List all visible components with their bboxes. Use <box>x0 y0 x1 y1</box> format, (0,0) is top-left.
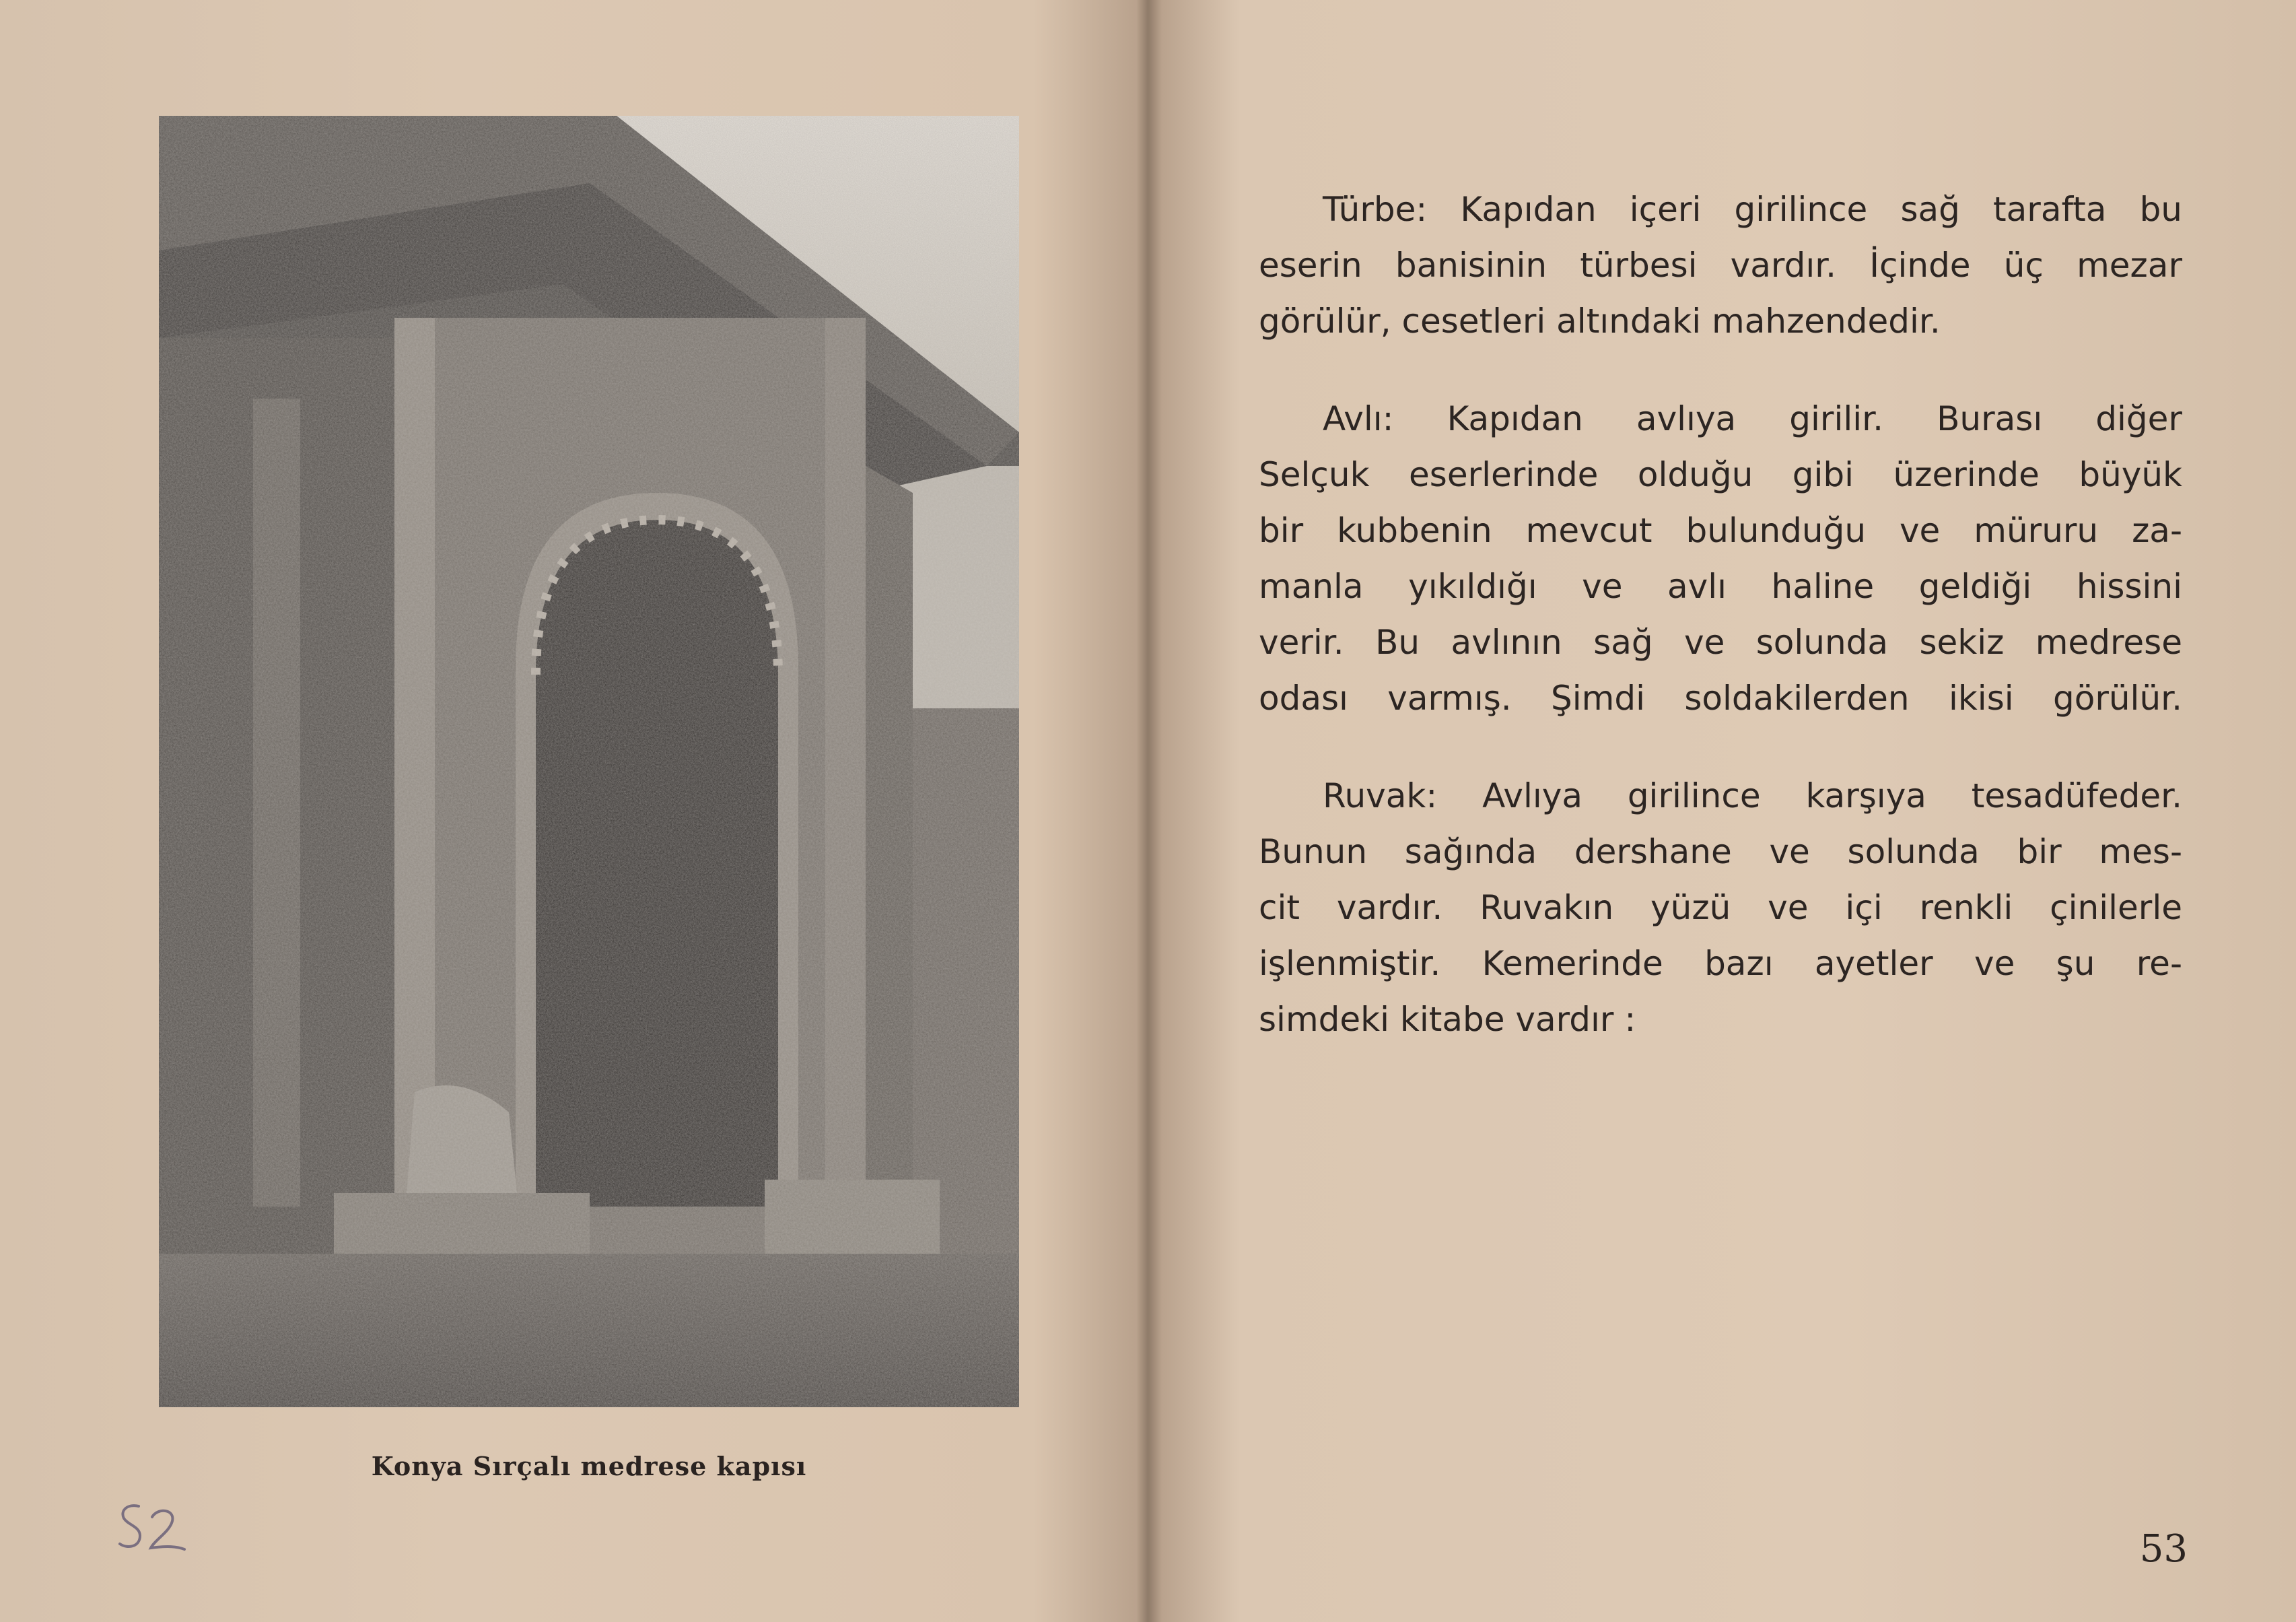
text-line: Ruvak: Avlıya girilince karşıya tesadüfeder. <box>1323 776 2182 815</box>
page-number: 53 <box>2139 1527 2188 1571</box>
handwritten-page-number <box>113 1491 201 1565</box>
paragraph-ruvak <box>1259 768 2182 1048</box>
portal-image <box>159 116 1019 1407</box>
text-line: işlenmiştir. Kemerinde bazı ayetler ve şu re- <box>1259 944 2182 983</box>
text-line: görülür, cesetleri altındaki mahzendedir. <box>1259 302 1941 341</box>
photo-caption: Konya Sırçalı medrese kapısı <box>371 1451 807 1481</box>
text-line: odası varmış. Şimdi soldakilerden ikisi görülür. <box>1259 679 2182 718</box>
portal-photograph <box>159 116 1019 1407</box>
text-line: bir kubbenin mevcut bulunduğu ve müruru za- <box>1259 511 2182 550</box>
text-line: Selçuk eserlerinde olduğu gibi üzerinde büyük <box>1259 455 2182 494</box>
text-line: cit vardır. Ruvakın yüzü ve içi renkli çinilerle <box>1259 888 2182 927</box>
paragraph-turbe <box>1259 182 2182 349</box>
text-line: manla yıkıldığı ve avlı haline geldiği hissini <box>1259 567 2182 606</box>
text-line: Türbe: Kapıdan içeri girilince sağ tarafta bu <box>1323 190 2182 229</box>
text-line: verir. Bu avlının sağ ve solunda sekiz medrese <box>1259 623 2182 662</box>
right-page <box>1151 0 2296 1622</box>
text-line: eserin banisinin türbesi vardır. İçinde üç mezar <box>1259 246 2182 285</box>
text-line: Avlı: Kapıdan avlıya girilir. Burası diğer <box>1323 399 2182 438</box>
body-text <box>1259 182 2182 1089</box>
text-line: Bunun sağında dershane ve solunda bir mes- <box>1259 832 2182 871</box>
text-line: simdeki kitabe vardır : <box>1259 1000 1636 1039</box>
paragraph-avli <box>1259 391 2182 726</box>
left-page <box>0 0 1144 1622</box>
